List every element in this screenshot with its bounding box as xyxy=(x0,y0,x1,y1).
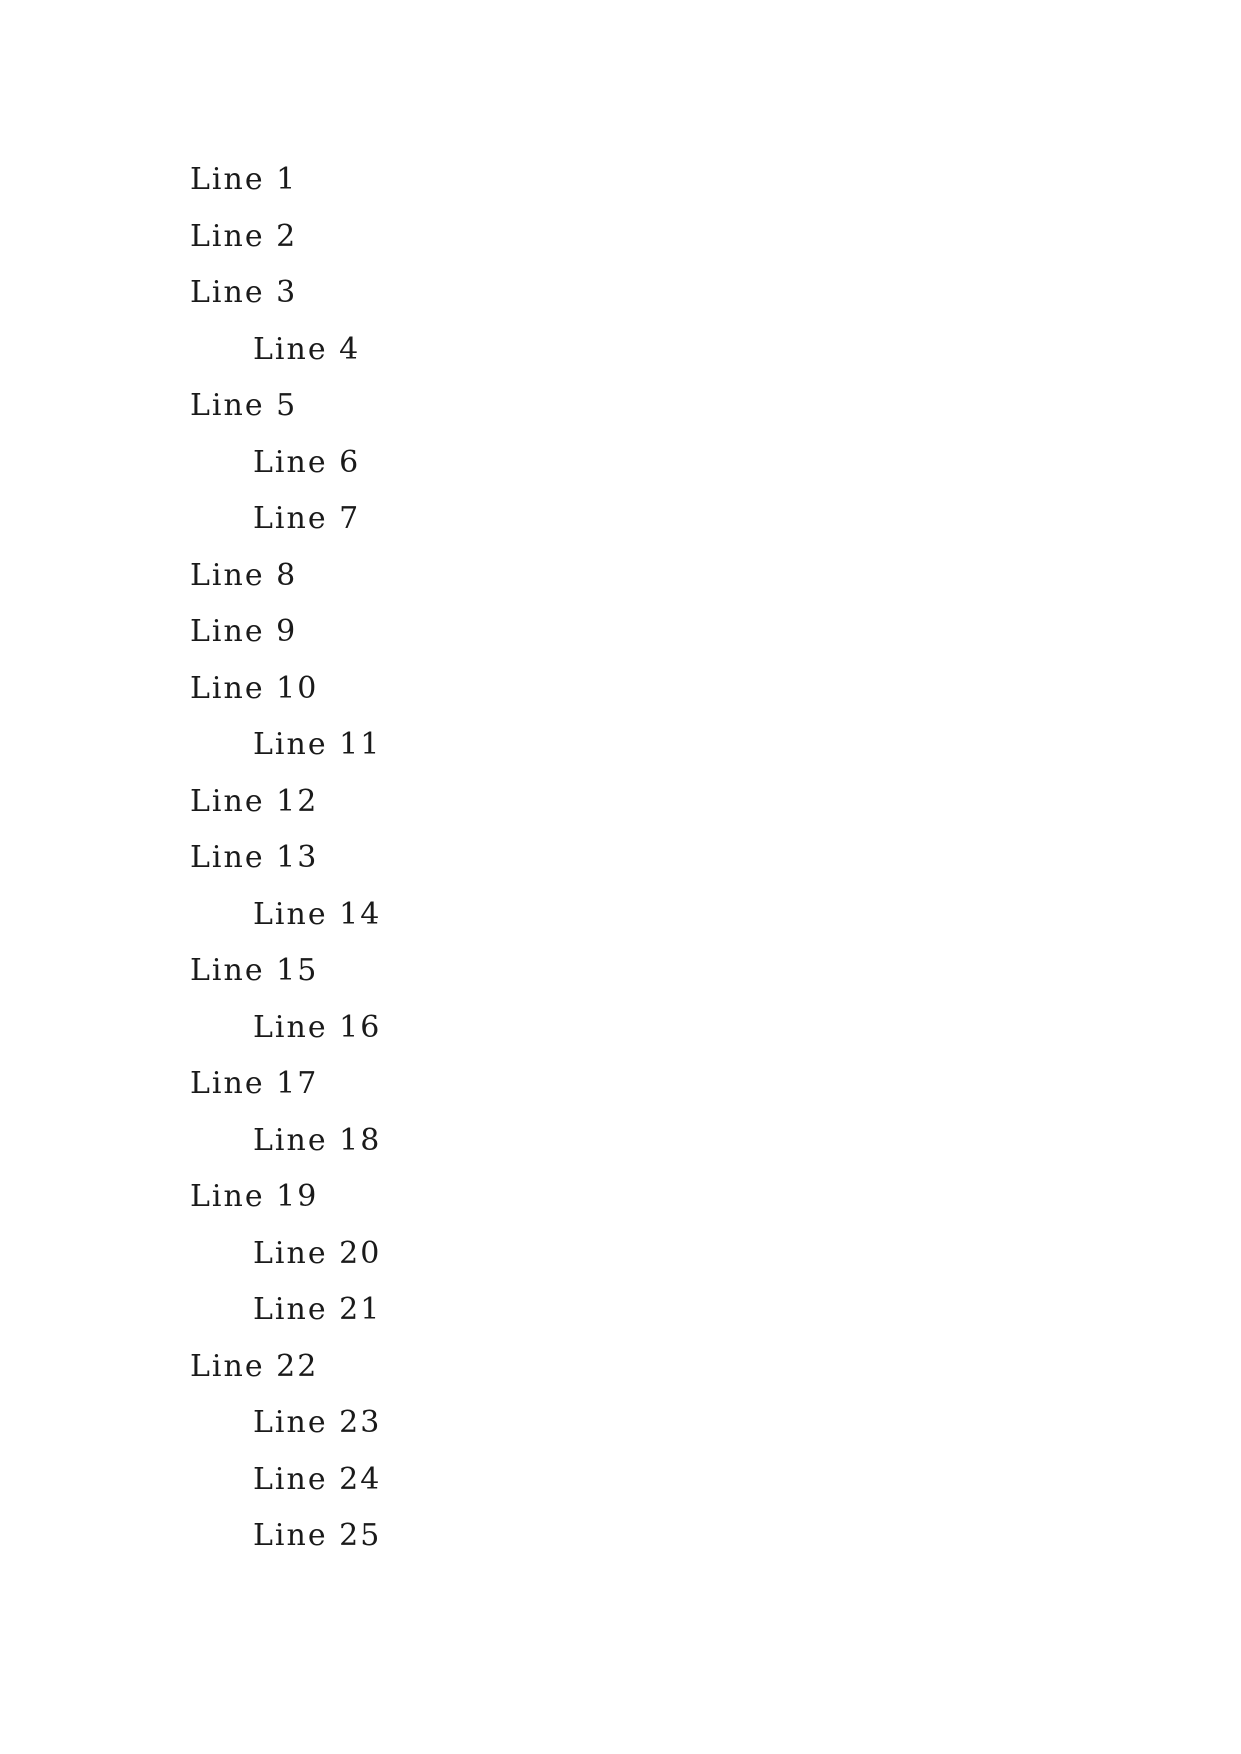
text-line-19: Line 19 xyxy=(190,1179,319,1214)
text-line-18: Line 18 xyxy=(253,1122,382,1158)
text-line-22: Line 22 xyxy=(190,1348,319,1384)
text-line-14: Line 14 xyxy=(253,896,382,932)
text-line-20: Line 20 xyxy=(253,1235,382,1271)
text-line-5: Line 5 xyxy=(190,388,298,423)
text-line-11: Line 11 xyxy=(253,727,382,762)
section-heading: Line 6 xyxy=(253,444,361,480)
text-line-21: Line 21 xyxy=(253,1292,382,1327)
text-line-24: Line 24 xyxy=(253,1461,382,1497)
text-line-4: Line 4 xyxy=(253,331,361,367)
text-line-12: Line 12 xyxy=(190,783,319,819)
text-line-13: Line 13 xyxy=(190,840,319,875)
text-line-9: Line 9 xyxy=(190,614,298,649)
body-text xyxy=(190,152,1050,1565)
text-line-2: Line 2 xyxy=(190,218,298,254)
text-line-16: Line 16 xyxy=(253,1009,382,1045)
text-line-7: Line 7 xyxy=(253,501,361,536)
text-line-15: Line 15 xyxy=(190,953,319,988)
text-line-1: Line 1 xyxy=(190,162,298,197)
text-line-25: Line 25 xyxy=(253,1518,382,1553)
text-line-23: Line 23 xyxy=(253,1405,382,1440)
text-line-10: Line 10 xyxy=(190,670,319,706)
text-line-3: Line 3 xyxy=(190,275,298,310)
text-line-8: Line 8 xyxy=(190,557,298,593)
text-line-17: Line 17 xyxy=(190,1066,319,1101)
